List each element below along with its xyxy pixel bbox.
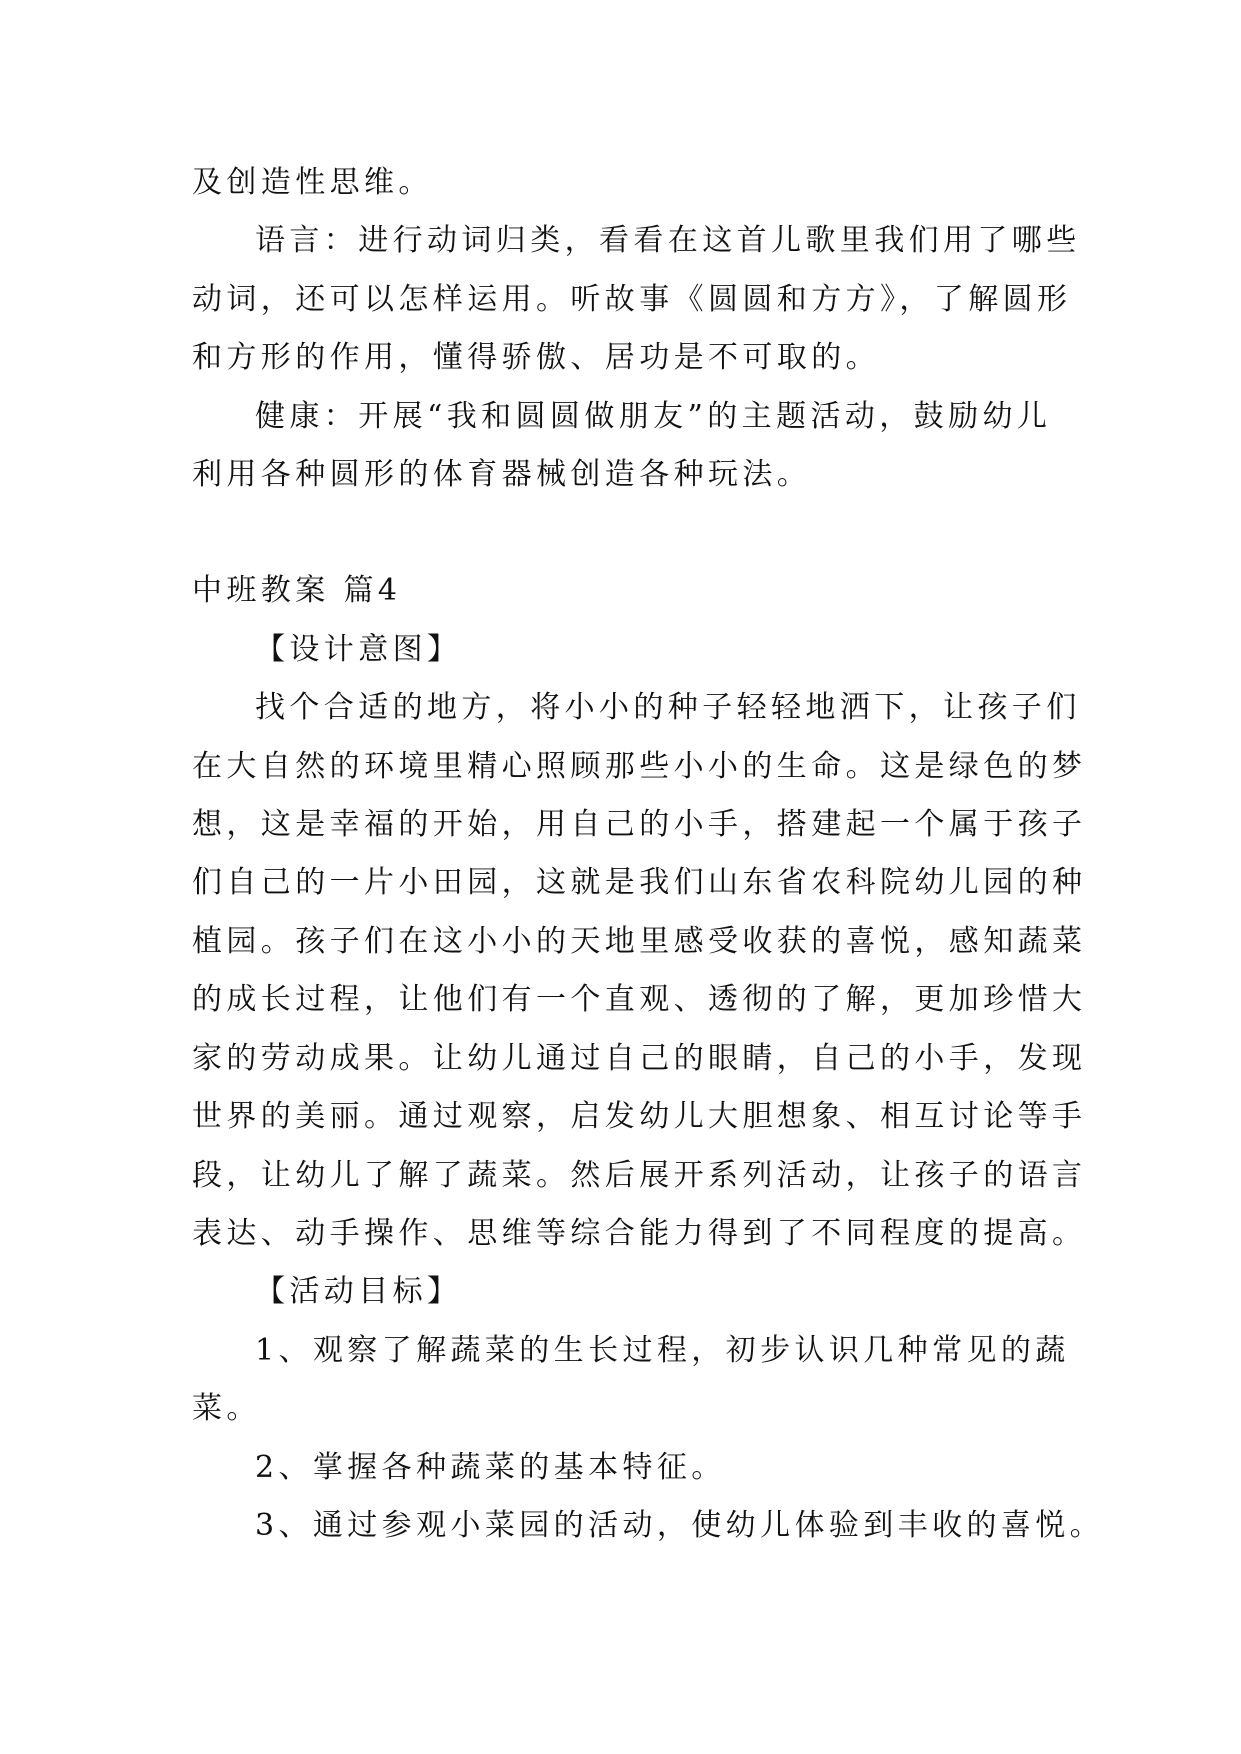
text-line: 语言：进行动词归类，看看在这首儿歌里我们用了哪些 (255, 223, 1081, 259)
text-line: 1、观察了解蔬菜的生长过程，初步认识几种常见的蔬 (255, 1332, 1070, 1368)
text-line: 2、掌握各种蔬菜的基本特征。 (255, 1449, 726, 1485)
section-heading: 中班教案 篇4 (192, 573, 402, 609)
subsection-heading: 【设计意图】 (255, 631, 462, 667)
text-line: 利用各种圆形的体育器械创造各种玩法。 (192, 457, 812, 493)
text-line: 表达、动手操作、思维等综合能力得到了不同程度的提高。 (192, 1215, 1087, 1251)
text-line: 植园。孩子们在这小小的天地里感受收获的喜悦，感知蔬菜 (192, 923, 1087, 959)
text-line: 及创造性思维。 (192, 165, 433, 200)
text-line: 家的劳动成果。让幼儿通过自己的眼睛，自己的小手，发现 (192, 1040, 1087, 1076)
text-line: 在大自然的环境里精心照顾那些小小的生命。这是绿色的梦 (192, 748, 1087, 784)
text-line: 动词，还可以怎样运用。听故事《圆圆和方方》，了解圆形 (192, 281, 1072, 317)
subsection-heading: 【活动目标】 (255, 1274, 462, 1310)
text-line: 段，让幼儿了解了蔬菜。然后展开系列活动，让孩子的语言 (192, 1157, 1087, 1193)
text-line: 和方形的作用，懂得骄傲、居功是不可取的。 (192, 340, 880, 376)
text-line: 找个合适的地方，将小小的种子轻轻地洒下，让孩子们 (255, 690, 1081, 726)
text-line: 3、通过参观小菜园的活动，使幼儿体验到丰收的喜悦。 (255, 1507, 1105, 1543)
text-line: 健康：开展“我和圆圆做朋友”的主题活动，鼓励幼儿 (255, 398, 1052, 434)
document-body (192, 154, 1105, 1555)
text-line: 菜。 (192, 1391, 261, 1427)
text-line: 们自己的一片小田园，这就是我们山东省农科院幼儿园的种 (192, 865, 1087, 901)
text-line: 想，这是幸福的开始，用自己的小手，搭建起一个属于孩子 (192, 807, 1087, 843)
text-line: 的成长过程，让他们有一个直观、透彻的了解，更加珍惜大 (192, 982, 1087, 1018)
text-line: 世界的美丽。通过观察，启发幼儿大胆想象、相互讨论等手 (192, 1099, 1087, 1135)
